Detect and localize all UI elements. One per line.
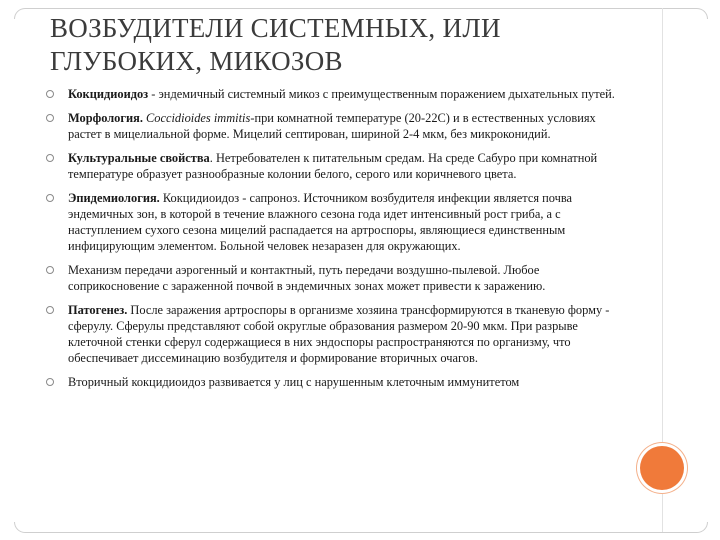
- bullet-text: . Нетребователен к питательным средам. На среде Сабуро при комнатной температуре образует разнообразные колонии белого, серого или коричневого цвета.: [68, 150, 598, 181]
- hollow-circle-bullet-icon: [46, 90, 54, 98]
- bullet-item-coccidioidosis: [44, 86, 618, 102]
- bullet-term: Патогенез.: [68, 302, 128, 317]
- bullet-text: После заражения артроспоры в организме хозяина трансформируются в тканевую форму - сферулу. Сферулы представляют собой округлые образования размером 20-90 мкм. При разрыве клеточной стенки сферул содержащиеся в них эндоспоры распространяются по организму, что обеспечивает диссеминацию возбудителя и формирование вторичных очагов.: [68, 302, 610, 366]
- bullet-text: Кокцидиоидоз - сапроноз. Источником возбудителя инфекции является почва эндемичных зон, в которой в течение влажного сезона года идет интенсивный рост гриба, а с наступлением сухого сезона мицелий распадается на артроспоры, являющиеся единственным инфицирующим элементом. Больной человек незаразен для окружающих.: [68, 190, 573, 254]
- bullet-text: Механизм передачи аэрогенный и контактный, путь передачи воздушно-пылевой. Любое соприкосновение с зараженной почвой в эндемичных зонах может привести к заражению.: [68, 262, 546, 294]
- hollow-circle-bullet-icon: [46, 378, 54, 386]
- bullet-item-morphology: [44, 110, 618, 142]
- hollow-circle-bullet-icon: [46, 114, 54, 122]
- bullet-item-cultural-properties: [44, 150, 618, 182]
- bullet-item-transmission: [44, 262, 618, 294]
- bullet-term: Морфология.: [68, 110, 143, 125]
- bullet-species: Coccidioides immitis: [142, 110, 251, 125]
- slide-title: [50, 12, 650, 78]
- slide-title-line-2: ГЛУБОКИХ, МИКОЗОВ: [50, 46, 343, 76]
- bullet-text: Вторичный кокцидиоидоз развивается у лиц с нарушенным клеточным иммунитетом: [68, 375, 520, 390]
- slide-frame-bottom: [14, 522, 708, 533]
- bullet-term: Эпидемиология.: [68, 190, 160, 205]
- bullet-text: - эндемичный системный микоз с преимущественным поражением дыхательных путей.: [148, 87, 615, 101]
- bullet-item-secondary: [44, 374, 618, 390]
- hollow-circle-bullet-icon: [46, 306, 54, 314]
- bullet-term: Кокцидиоидоз: [68, 87, 149, 101]
- bullet-item-pathogenesis: [44, 302, 618, 367]
- bullet-list: [44, 86, 618, 398]
- hollow-circle-bullet-icon: [46, 154, 54, 162]
- decorative-orange-circle: [640, 446, 684, 490]
- bullet-item-epidemiology: [44, 190, 618, 255]
- slide-title-line-1: ВОЗБУДИТЕЛИ СИСТЕМНЫХ, ИЛИ: [50, 13, 501, 43]
- hollow-circle-bullet-icon: [46, 266, 54, 274]
- bullet-text: -при комнатной температуре (20-22С) и в естественных условиях растет в мицелиальной форме. Мицелий септирован, шириной 2-4 мкм, без микроконидий.: [68, 110, 596, 141]
- bullet-term: Культуральные свойства: [68, 150, 210, 165]
- hollow-circle-bullet-icon: [46, 194, 54, 202]
